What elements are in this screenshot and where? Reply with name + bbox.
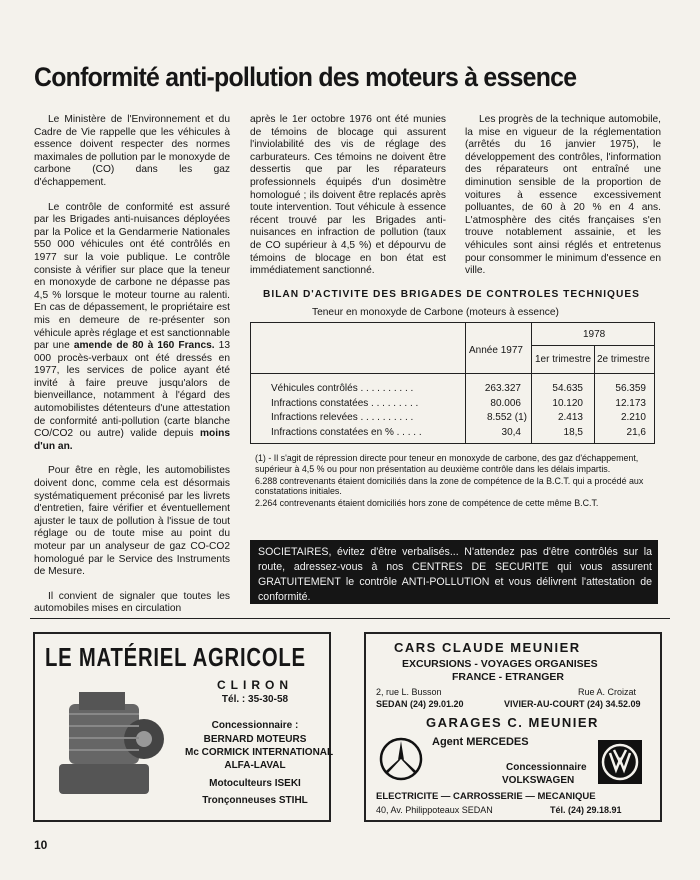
cell: 30,4: [501, 427, 521, 438]
cell: 80.006: [490, 398, 521, 409]
header-t1: 1er trimestre: [535, 354, 592, 365]
cell: 54.635: [552, 383, 583, 394]
ad-address: Rue A. Croizat: [578, 687, 637, 697]
cell: 12.173: [615, 398, 646, 409]
vw-badge: [598, 740, 642, 784]
cell: 8.552 (1): [486, 412, 527, 423]
ad-address: 2, rue L. Busson: [376, 687, 442, 697]
fine-amount: amende de 80 à 160 Francs.: [73, 340, 215, 352]
note: 6.288 contrevenants étaient domiciliés dans la zone de compétence de la B.C.T. qui a procédé aux constatations initiales.: [255, 475, 644, 497]
divider: [30, 618, 670, 619]
engine-illustration-icon: [49, 684, 174, 812]
validity: moins d'un an.: [34, 428, 230, 452]
table-subtitle: Teneur en monoxyde de Carbone (moteurs à essence): [312, 307, 559, 318]
ad-vw: VOLKSWAGEN: [502, 775, 575, 786]
ad-address: 40, Av. Philippoteaux SEDAN: [376, 805, 493, 815]
ad-garage-name: GARAGES C. MEUNIER: [426, 715, 599, 730]
volkswagen-logo-icon: [598, 740, 642, 784]
ad-product: Tronçonneuses STIHL: [202, 795, 308, 806]
ad-phone: VIVIER-AU-COURT (24) 34.52.09: [504, 699, 641, 709]
ad-phone: Tél. : 35-30-58: [221, 694, 289, 705]
article-column-2: [250, 114, 446, 290]
paragraph: après le 1er octobre 1976 ont été munies de témoins de blocage qui assurent l'inviolabilité des vis de réglage des carburateurs. Ces témoins ne doivent être dessertis que par les réparateurs professionnels équipés d'un dosimètre homologué ; ils doivent être replacés après toute intervention. Tout véhicule à essence récent trouvé par les Brigades anti- nuisances en infraction de pollution (taux de CO supérieur à 4,5 %) et dépourvu de témoins de blocage en bon état est immédiatement sanctionné.: [250, 114, 446, 277]
ad-phone: Tél. (24) 29.18.91: [550, 805, 622, 815]
ad-headline: LE MATÉRIEL AGRICOLE: [45, 642, 306, 672]
ad-meunier: [364, 632, 662, 822]
header-year: Année 1977: [469, 345, 523, 356]
row-label: Véhicules contrôlés . . . . . . . . . .: [271, 383, 414, 394]
cell: 2.210: [620, 412, 646, 423]
ad-services: ELECTRICITE — CARROSSERIE — MECANIQUE: [376, 791, 596, 802]
mercedes-logo-icon: [378, 736, 424, 782]
ad-brand: ALFA-LAVAL: [224, 760, 286, 771]
table-notes: [255, 453, 655, 510]
ad-brand: BERNARD MOTEURS: [203, 734, 307, 745]
paragraph: Les progrès de la technique automobile, la mise en vigueur de la réglementation (arrêtés du 16 janvier 1975), le développement des contrôles, l'information des réparateurs ont entraîné une diminution sensible de la proportion de voitures à essence excessivement polluantes, de 60 à 20 % en 4 ans. L'atmosphère des cités françaises s'en trouve notablement assainie, et les véhicules sont ainsi réglés et entretenus pour consommer le minimum d'essence en ville.: [465, 114, 661, 277]
header-1978: 1978: [583, 329, 606, 340]
ad-tagline: FRANCE - ETRANGER: [452, 671, 564, 683]
cell: 56.359: [615, 383, 646, 394]
ad-agent: Agent MERCEDES: [432, 736, 529, 748]
cell: 10.120: [552, 398, 583, 409]
article-column-3: [465, 114, 661, 290]
cell: 21,6: [626, 427, 646, 438]
ad-phone: SEDAN (24) 29.01.20: [376, 699, 464, 709]
stats-table: [250, 322, 655, 444]
row-label: Infractions constatées . . . . . . . . .: [271, 398, 419, 409]
cell: 18,5: [563, 427, 583, 438]
ad-brand: Mc CORMICK INTERNATIONAL: [185, 747, 334, 758]
ad-cars-name: CARS CLAUDE MEUNIER: [394, 640, 581, 655]
header-t2: 2e trimestre: [597, 354, 650, 365]
page-number: 10: [34, 838, 48, 852]
ad-materiel-agricole: [33, 632, 334, 822]
note: 2.264 contrevenants étaient domiciliés hors zone de compétence de cette même B.C.T.: [255, 498, 599, 509]
paragraph: Le Ministère de l'Environnement et du Cadre de Vie rappelle que les véhicules à essence doivent respecter des normes maximales de pollution par le monoxyde de carbone (CO) dans les gaz d'échappement.: [34, 114, 230, 188]
page-title: Conformité anti-pollution des moteurs à essence: [34, 62, 577, 92]
societaires-banner: SOCIETAIRES, évitez d'être verbalisés... N'attendez pas d'être contrôlés sur la route, adressez-vous à nos CENTRES DE SECURITE qui vous assurent GRATUITEMENT le contrôle ANTI-POLLUTION et vous délivrent l'attestation de conformité.: [250, 540, 658, 604]
row-label: Infractions relevées . . . . . . . . . .: [271, 412, 414, 423]
ad-concession: Concessionnaire :: [211, 720, 299, 731]
ad-product: Motoculteurs ISEKI: [209, 778, 301, 789]
cell: 2.413: [557, 412, 583, 423]
paragraph: Le contrôle de conformité est assuré par les Brigades anti-nuisances déployées par la Police et la Gendarmerie Nationales 550 000 véhicules ont été contrôlés en 1977 sur la voie publique. Le contrôle consiste à vérifier sur place que la teneur en monoxyde de carbone ne dépasse pas 4,5 % lorsque le moteur tourne au ralenti. En cas de dépassement, le propriétaire est mis en demeure de re-présenter son véhicule après réglage et est sanctionnable par une amende de 80 à 160 Francs. 13 000 procès-verbaux ont été dressés en 1977, les services de police ayant été invité à faire preuve jusqu'alors de bienveillance, notamment à l'égard des automobilistes détenteurs d'une attestation de conformité anti-pollution (carte blanche CO/CO2 ou autre) valide depuis moins d'un an.: [34, 201, 230, 452]
ad-company: CLIRON: [217, 678, 293, 692]
ad-concession: Concessionnaire: [506, 762, 587, 773]
paragraph: Il convient de signaler que toutes les automobiles mises en circulation: [34, 590, 230, 615]
paragraph: Pour être en règle, les automobilistes doivent donc, comme cela est désormais systématiquement préconisé par les livrets d'entretien, faire vérifier et éventuellement ajuster le taux de pollution à l'issue de tout réglage ou de toute mise au point du moteur par un analyseur de gaz CO-CO2 homologué par le Service des Instruments de Mesure.: [34, 465, 230, 578]
cell: 263.327: [484, 383, 521, 394]
note: (1) - Il s'agit de répression directe pour teneur en monoxyde de carbone, des gaz d'échappement, supérieur à 4,5 % ou pour non présentation au deuxième contrôle dans les délais impartis.: [255, 453, 639, 474]
article-column-1: [34, 114, 230, 628]
ad-tagline: EXCURSIONS - VOYAGES ORGANISES: [402, 658, 598, 670]
row-label: Infractions constatées en % . . . . .: [271, 427, 422, 438]
table-title: BILAN D'ACTIVITE DES BRIGADES DE CONTROLES TECHNIQUES: [263, 289, 640, 300]
